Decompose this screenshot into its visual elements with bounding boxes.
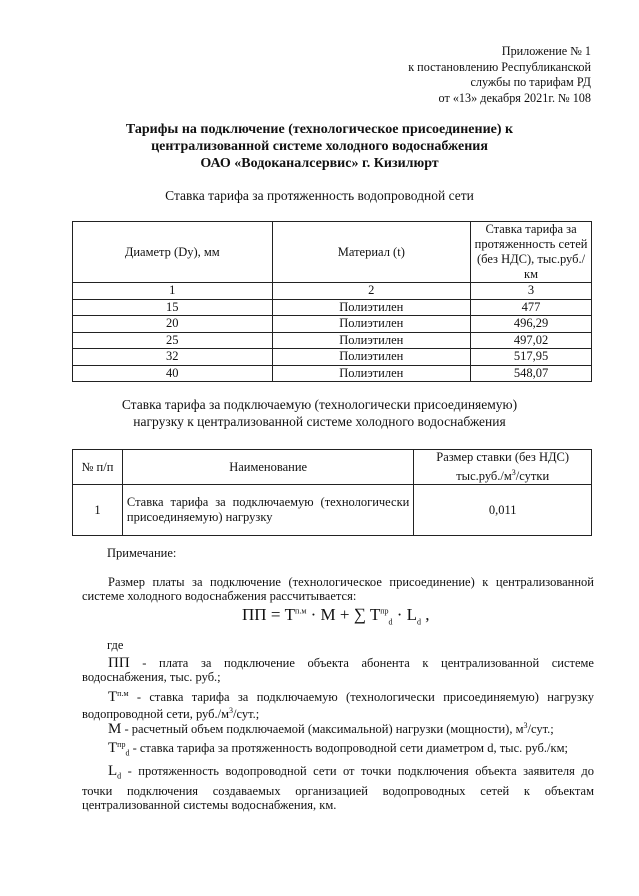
table1-caption: Ставка тарифа за протяженность водопроводной сети <box>165 188 474 203</box>
cell-material: Полиэтилен <box>272 316 471 333</box>
col-number: 3 <box>471 283 592 300</box>
definition-m-text-end: /сут.; <box>527 722 554 737</box>
definition-m <box>82 719 594 736</box>
cell-material: Полиэтилен <box>272 332 471 349</box>
header-rate-unit-end: /сутки <box>515 469 550 484</box>
cell-material: Полиэтилен <box>272 349 471 366</box>
table2-caption-line-2: нагрузку к централизованной системе холодного водоснабжения <box>133 414 506 429</box>
load-rate-table <box>72 449 592 536</box>
table-row <box>73 316 592 333</box>
formula-tail: · L <box>392 605 418 624</box>
cell-diameter: 15 <box>73 299 273 316</box>
table-row <box>73 332 592 349</box>
cell-rate: 496,29 <box>471 316 592 333</box>
title-line-2: централизованной системе холодного водоснабжения <box>151 139 488 154</box>
table2-caption <box>0 396 639 430</box>
note-intro: Размер платы за подключение (технологическое присоединение) к централизованной системе холодного водоснабжения рассчитывается: <box>82 575 594 603</box>
appendix-block <box>408 44 591 106</box>
cell-diameter: 40 <box>73 365 273 382</box>
symbol-l: L <box>108 763 118 779</box>
symbol-td-sup: пр <box>117 740 126 749</box>
symbol-td: T <box>108 740 118 757</box>
definition-t-text: - ставка тарифа за подключаемую (технологически присоединяемую) нагрузку водопроводной сети, руб./м <box>82 690 594 722</box>
table-header-row <box>73 450 592 485</box>
symbol-td-sub: d <box>125 748 130 758</box>
col-number: 2 <box>272 283 471 300</box>
where-label: где <box>107 638 124 652</box>
title-line-3: ОАО «Водоканалсервис» г. Кизилюрт <box>200 156 439 171</box>
table-row <box>73 349 592 366</box>
table-header-row <box>73 222 592 283</box>
definition-m-text: - расчетный объем подключаемой (максимальной) нагрузки (мощности), м <box>121 722 524 737</box>
cell-rate: 477 <box>471 299 592 316</box>
header-rate-unit: тыс.руб./м <box>456 469 512 484</box>
cell-rate-value: 0,011 <box>414 485 592 536</box>
definition-td <box>82 738 594 761</box>
header-rate-unit-sup: 3 <box>511 468 516 477</box>
cell-diameter: 32 <box>73 349 273 366</box>
definition-pp <box>82 656 594 684</box>
definition-m-unit-sup: 3 <box>523 721 528 730</box>
cell-name: Ставка тарифа за подключаемую (технологически присоединяемую) нагрузку <box>122 485 413 536</box>
symbol-l-sub: d <box>117 771 122 781</box>
header-rate: Ставка тарифа за протяженность сетей (без НДС), тыс.руб./км <box>471 222 592 283</box>
definition-t <box>82 687 594 721</box>
cell-rate: 497,02 <box>471 332 592 349</box>
cell-diameter: 20 <box>73 316 273 333</box>
symbol-t: T <box>108 689 118 706</box>
cell-rate: 517,95 <box>471 349 592 366</box>
cell-material: Полиэтилен <box>272 365 471 382</box>
formula-td-sub: d <box>388 617 393 627</box>
table-number-row <box>73 283 592 300</box>
symbol-t-sup: п.м <box>117 689 129 698</box>
table2-caption-line-1: Ставка тарифа за подключаемую (технологически присоединяемую) <box>121 397 518 412</box>
header-diameter: Диаметр (Dy), мм <box>73 222 273 283</box>
header-name: Наименование <box>122 450 413 485</box>
appendix-line-4: от «13» декабря 2021г. № 108 <box>438 90 591 105</box>
formula-l-sub: d <box>417 617 422 627</box>
note-label: Примечание: <box>107 546 177 560</box>
formula-eq: = T <box>266 605 296 624</box>
appendix-line-2: к постановлению Республиканской <box>408 59 591 74</box>
definition-t-unit-sup: 3 <box>229 706 234 716</box>
header-rate-line-2 <box>414 465 591 484</box>
formula-mid: · M + ∑ T <box>306 605 381 624</box>
header-number: № п/п <box>73 450 123 485</box>
cell-number: 1 <box>73 485 123 536</box>
header-material: Материал (t) <box>272 222 471 283</box>
formula-end: , <box>421 605 430 624</box>
title-line-1: Тарифы на подключение (технологическое присоединение) к <box>125 122 514 137</box>
cell-material: Полиэтилен <box>272 299 471 316</box>
formula-pp: ПП <box>242 605 267 624</box>
symbol-pp: ПП <box>108 655 130 671</box>
col-number: 1 <box>73 283 273 300</box>
network-length-rate-table <box>72 221 592 382</box>
table-row <box>73 365 592 382</box>
table-row <box>73 485 592 536</box>
formula-td-sup: пр <box>380 606 389 616</box>
table-row <box>73 299 592 316</box>
appendix-line-1: Приложение № 1 <box>501 44 591 58</box>
symbol-m: M <box>108 721 122 738</box>
cell-diameter: 25 <box>73 332 273 349</box>
payment-formula <box>242 605 430 626</box>
definition-l <box>82 764 594 812</box>
appendix-line-3: службы по тарифам РД <box>470 75 591 89</box>
definition-td-text: - ставка тарифа за протяженность водопроводной сети диаметром d, тыс. руб./км; <box>129 741 568 756</box>
cell-rate: 548,07 <box>471 365 592 382</box>
definition-pp-text: - плата за подключение объекта абонента к централизованной системе водоснабжения, тыс. руб.; <box>82 656 594 684</box>
definition-t-text-end: /сут.; <box>233 707 260 722</box>
header-rate-line-1: Размер ставки (без НДС) <box>436 450 570 464</box>
header-rate-size <box>414 450 592 485</box>
document-title <box>0 121 639 172</box>
definition-l-text: - протяженность водопроводной сети от точки подключения объекта заявителя до точки подключения создаваемых организацией водопроводных сетей к объектам централизованной системы водоснабжения, км. <box>82 764 594 812</box>
formula-t-sup: п.м <box>295 606 307 616</box>
